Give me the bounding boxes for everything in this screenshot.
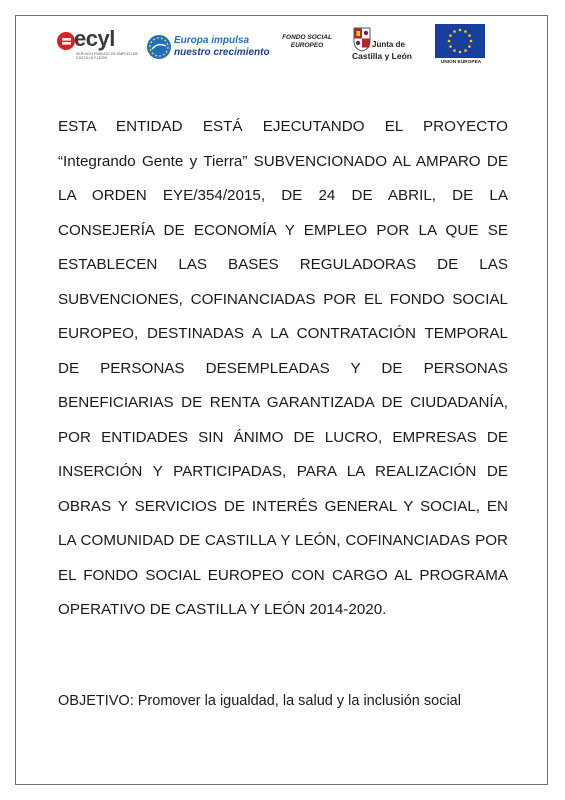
jcyl-line2: Castilla y León xyxy=(352,51,412,61)
project-statement: ESTA ENTIDAD ESTÁ EJECUTANDO EL PROYECTO “Integrando Gente y Tierra” SUBVENCIONADO AL AMPARO DE LA ORDEN EYE/354/2015, DE 24 DE ABRIL, DE LA CONSEJERÍA DE ECONOMÍA Y EMPLEO POR LA QUE SE ESTABLECEN LAS BASES REGULADORAS DE LAS SUBVENCIONES, COFINANCIADAS POR EL FONDO SOCIAL EUROPEO, DESTINADAS A LA CONTRATACIÓN TEMPORAL DE PERSONAS DESEMPLEADAS Y DE PERSONAS BENEFICIARIAS DE RENTA GARANTIZADA DE CIUDADANÍA, POR ENTIDADES SIN ÁNIMO DE LUCRO, EMPRESAS DE INSERCIÓN Y PARTICIPADAS, PARA LA REALIZACIÓN DE OBRAS Y SERVICIOS DE INTERÉS GENERAL Y SOCIAL, EN LA COMUNIDAD DE CASTILLA Y LEÓN, COFINANCIADAS POR EL FONDO SOCIAL EUROPEO CON CARGO AL PROGRAMA OPERATIVO DE CASTILLA Y LEÓN 2014-2020. xyxy=(58,118,508,619)
europa-impulsa-logo xyxy=(146,32,270,64)
europa-line1: Europa impulsa xyxy=(174,35,250,46)
objective-statement: OBJETIVO: Promover la igualdad, la salud y la inclusión social xyxy=(58,692,461,709)
europa-line2: nuestro crecimiento xyxy=(174,47,270,58)
fondo-social-europeo-logo xyxy=(276,34,338,50)
fse-line1: FONDO SOCIAL xyxy=(282,34,332,41)
coat-of-arms-icon xyxy=(352,26,372,52)
ue-label: UNION EUROPEA xyxy=(440,60,482,65)
ecyl-mark-icon xyxy=(56,30,76,52)
europe-globe-icon xyxy=(146,34,172,60)
junta-castilla-leon-logo xyxy=(350,24,430,70)
ecyl-logo xyxy=(56,26,138,68)
logo-header xyxy=(44,24,514,70)
union-europea-logo xyxy=(435,24,487,70)
jcyl-line1: Junta de xyxy=(372,40,405,49)
fse-line2: EUROPEO xyxy=(290,42,324,49)
ecyl-name: ecyl xyxy=(74,26,115,51)
eu-flag-icon xyxy=(435,24,485,58)
ecyl-subtitle: SERVICIO PÚBLICO DE EMPLEO DE CASTILLA Y LEÓN xyxy=(76,52,138,60)
